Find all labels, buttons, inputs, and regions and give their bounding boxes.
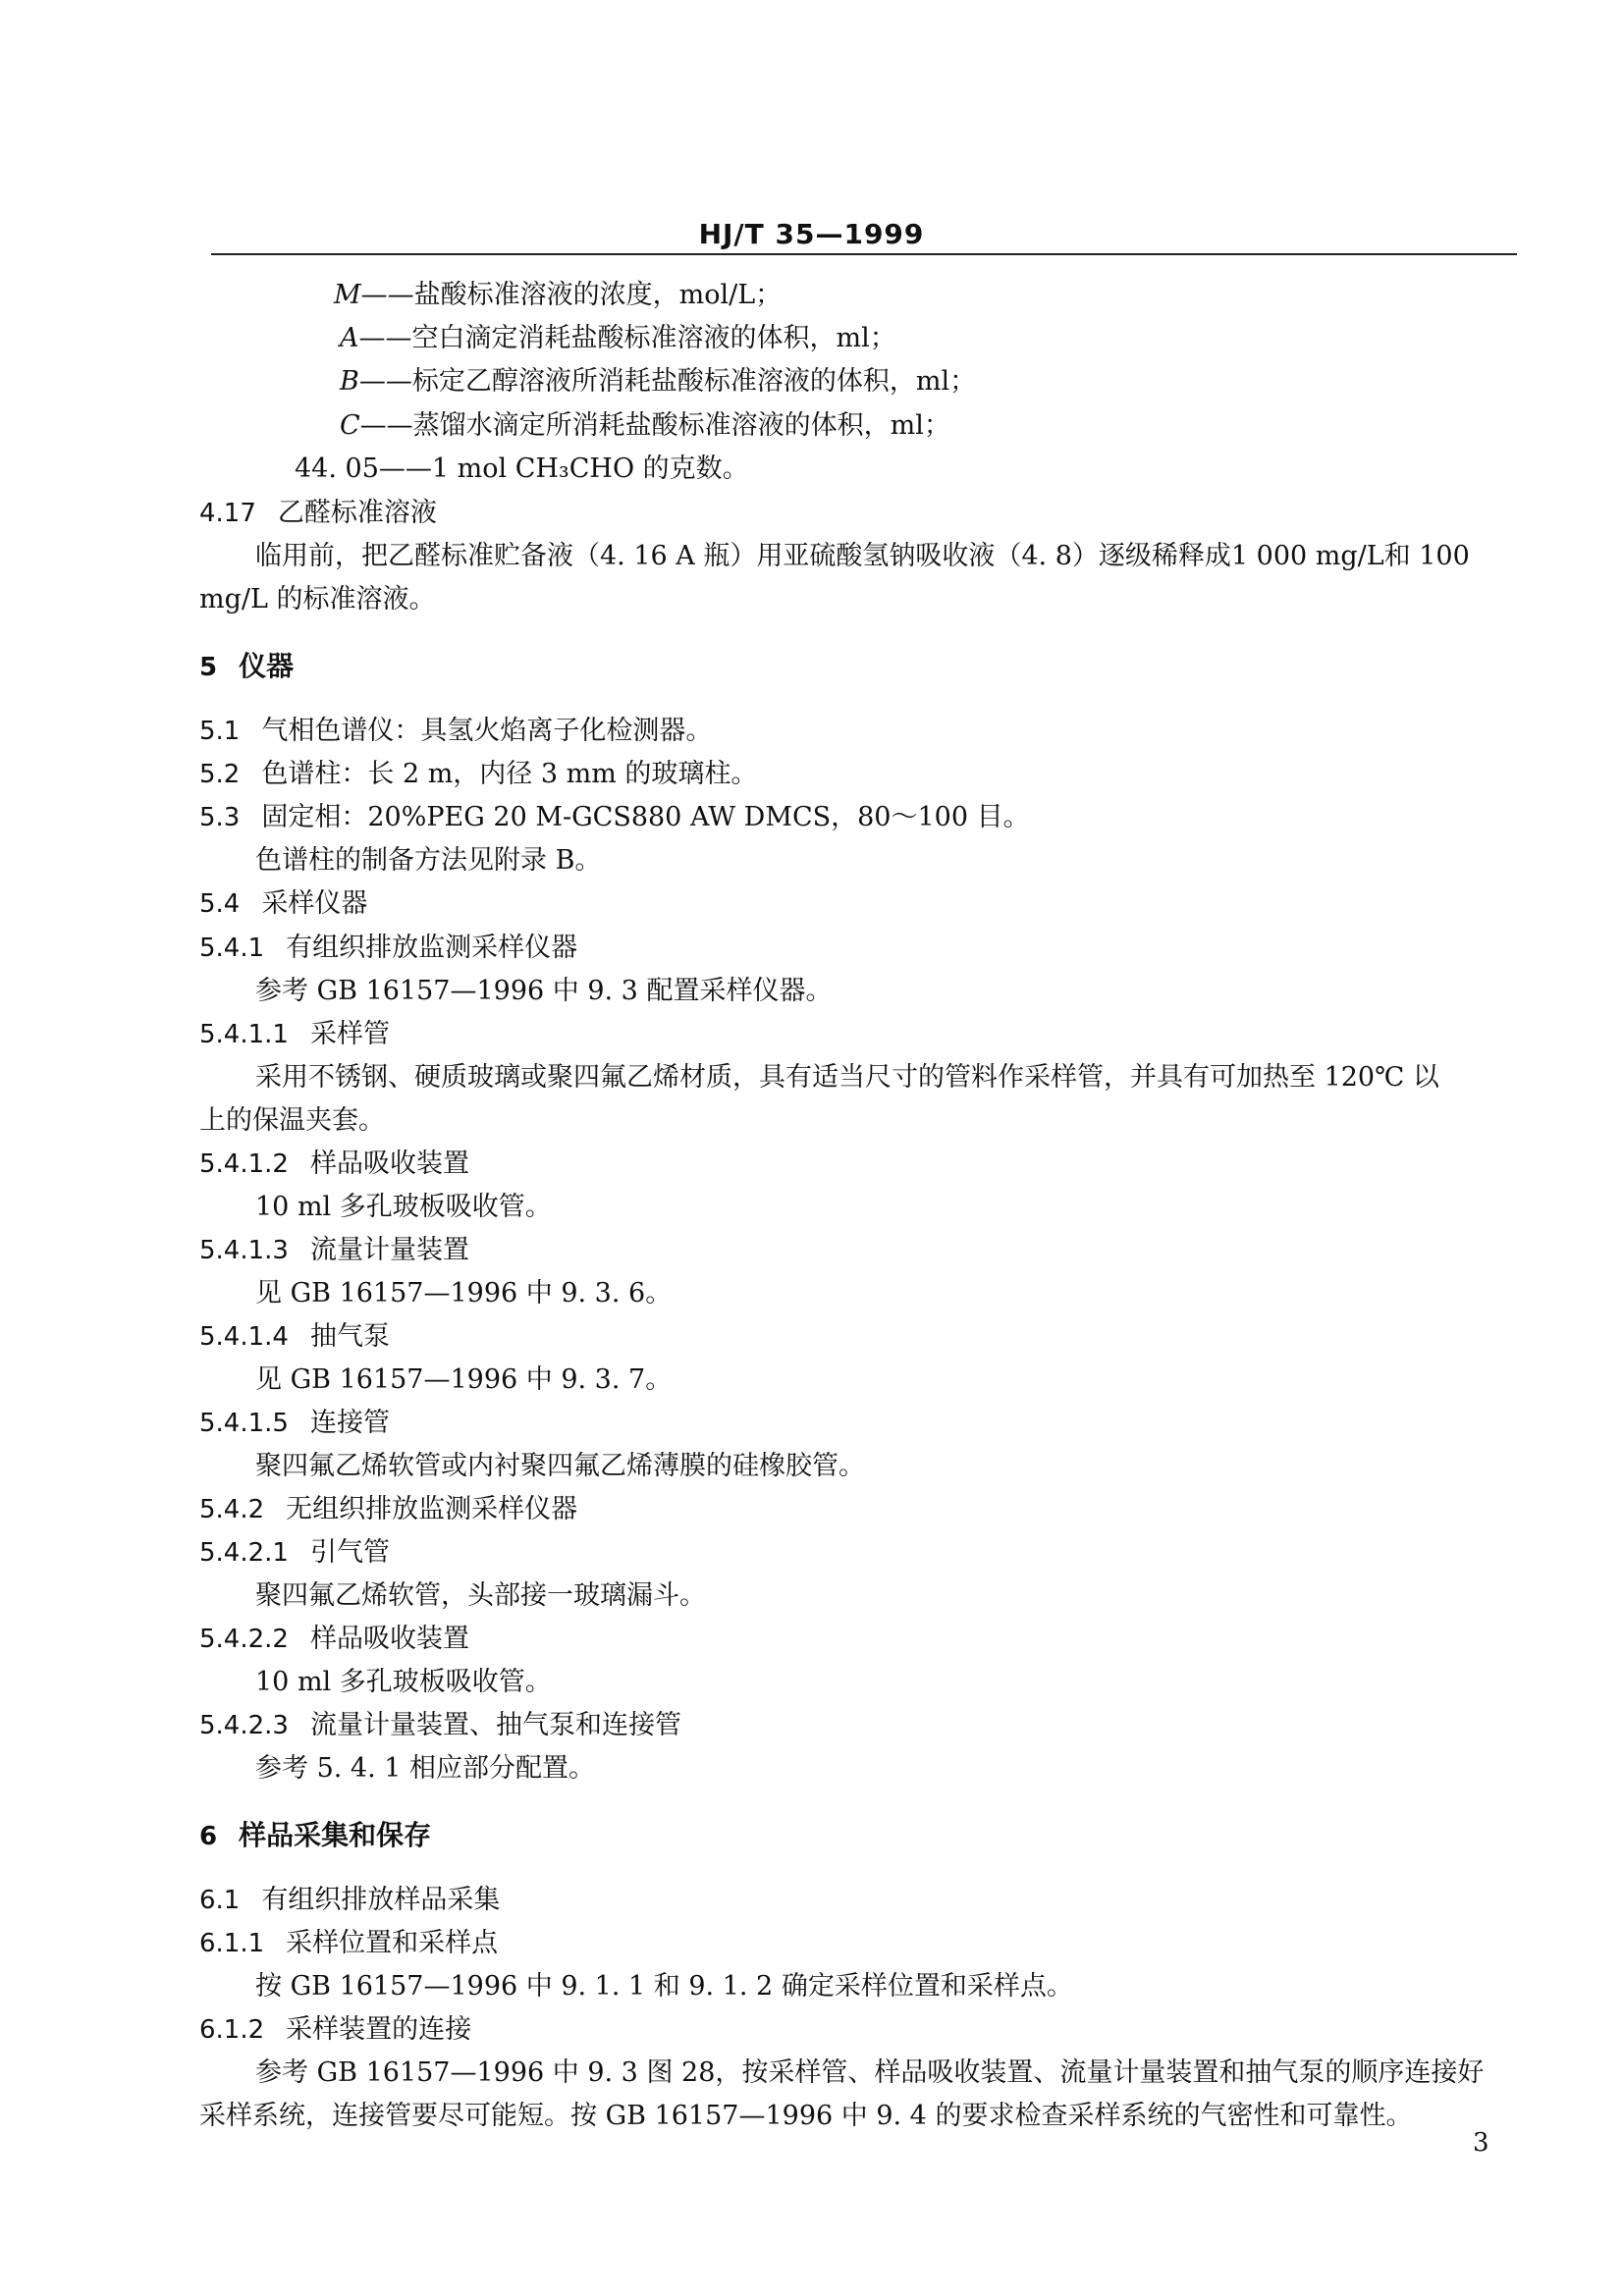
section-5-4-heading [199,887,367,921]
section-title: 乙醛标准溶液 [277,498,437,528]
section-6-1-1-heading [199,1927,498,1960]
definition-text: 蒸馏水滴定所消耗盐酸标准溶液的体积，ml； [412,410,950,441]
section-6-heading [199,1819,431,1853]
section-6-1-heading [199,1884,500,1917]
definition-c [340,409,950,443]
section-5-4-2-3-body: 参考 5. 4. 1 相应部分配置。 [255,1753,596,1784]
section-5-4-2-1-heading [199,1536,390,1570]
section-6-1-2-heading [199,2013,471,2047]
section-5-4-1-4-heading [199,1320,390,1354]
section-number: 6.1.1 [199,1929,265,1958]
section-text: 固定相：20%PEG 20 M-GCS880 AW DMCS，80～100 目。 [261,802,1030,832]
definition-text: 1 mol CH₃CHO 的克数。 [431,454,749,484]
section-title: 抽气泵 [309,1321,390,1352]
section-5-4-1-3-body: 见 GB 16157—1996 中 9. 3. 6。 [255,1278,673,1308]
section-number: 5.2 [199,760,241,789]
section-4-17-body-line-1: 临用前，把乙醛标准贮备液（4. 16 A 瓶）用亚硫酸氢钠吸收液（4. 8）逐级稀释成1 000 mg/L和 100 [255,541,1470,571]
section-number: 5.1 [199,717,241,746]
section-title: 流量计量装置、抽气泵和连接管 [309,1710,681,1740]
section-number: 4.17 [199,499,256,528]
section-5-4-1-heading [199,932,577,965]
section-title: 采样装置的连接 [286,2014,472,2045]
section-5-1 [199,715,712,748]
section-5-4-1-2-heading [199,1148,469,1181]
section-5-4-1-5-heading [199,1407,390,1440]
section-title: 采样位置和采样点 [286,1928,499,1958]
definition-term: A [340,323,359,353]
section-title: 样品采集和保存 [239,1819,432,1851]
section-title: 采样管 [309,1019,390,1049]
definition-dash: —— [360,280,414,310]
definition-b [340,365,976,399]
definition-a [340,322,896,355]
section-5-4-1-1-body-line-2: 上的保温夹套。 [199,1105,385,1136]
section-number: 6.1 [199,1886,241,1915]
section-6-1-2-body-line-1: 参考 GB 16157—1996 中 9. 3 图 28，按采样管、样品吸收装置、流量计量装置和抽气泵的顺序连接好 [255,2057,1485,2088]
section-number: 5.4.1.2 [199,1149,289,1179]
section-5-4-2-3-heading [199,1709,681,1742]
section-number: 5.4.1 [199,934,265,963]
section-text: 气相色谱仪：具氢火焰离子化检测器。 [261,716,713,746]
section-5-4-1-5-body: 聚四氟乙烯软管或内衬聚四氟乙烯薄膜的硅橡胶管。 [255,1451,865,1481]
section-6-1-1-body: 按 GB 16157—1996 中 9. 1. 1 和 9. 1. 2 确定采样位置和采样点。 [255,1971,1073,2002]
section-5-3 [199,801,1030,834]
section-4-17-body-line-2: mg/L 的标准溶液。 [199,584,436,614]
section-number: 5.3 [199,803,241,832]
section-4-17-heading [199,497,437,530]
section-number: 5.4.2.3 [199,1711,289,1740]
page-number: 3 [1473,2128,1489,2158]
definition-dash: —— [359,410,413,441]
section-title: 连接管 [309,1408,390,1438]
section-5-4-1-1-body-line-1: 采用不锈钢、硬质玻璃或聚四氟乙烯材质，具有适当尺寸的管料作采样管，并具有可加热至 120℃ 以 [255,1062,1439,1093]
section-title: 引气管 [309,1537,390,1568]
section-6-1-2-body-line-2: 采样系统，连接管要尽可能短。按 GB 16157—1996 中 9. 4 的要求检查采样系统的气密性和可靠性。 [199,2101,1413,2131]
section-number: 5.4.2.1 [199,1538,289,1568]
section-text: 色谱柱：长 2 m，内径 3 mm 的玻璃柱。 [261,759,758,789]
section-number: 5.4.2 [199,1495,265,1524]
section-title: 仪器 [239,650,295,682]
definition-term: 44. 05 [295,454,379,484]
section-number: 5.4 [199,889,241,919]
section-number: 5.4.1.3 [199,1236,289,1265]
section-number: 5 [199,653,218,682]
header-rule [211,253,1517,255]
section-5-4-1-1-heading [199,1018,390,1051]
standard-number: HJ/T 35—1999 [698,218,925,250]
section-number: 5.4.1.5 [199,1409,289,1438]
section-number: 5.4.2.2 [199,1625,289,1654]
section-5-4-1-4-body: 见 GB 16157—1996 中 9. 3. 7。 [255,1364,673,1395]
definition-term: M [334,280,361,310]
definition-dash: —— [358,323,412,353]
section-5-2 [199,758,757,791]
section-5-heading [199,650,294,684]
definition-term: C [340,410,360,441]
definition-m [334,279,782,312]
definition-molar-mass [295,453,749,486]
section-title: 有组织排放监测采样仪器 [286,933,578,963]
section-5-4-1-body: 参考 GB 16157—1996 中 9. 3 配置采样仪器。 [255,976,833,1006]
section-5-4-1-3-heading [199,1234,469,1267]
section-5-4-2-2-heading [199,1623,469,1656]
section-title: 有组织排放样品采集 [261,1885,501,1915]
section-5-4-1-2-body: 10 ml 多孔玻板吸收管。 [255,1192,552,1222]
section-5-3-note: 色谱柱的制备方法见附录 B。 [255,845,602,876]
section-title: 无组织排放监测采样仪器 [286,1494,578,1524]
section-5-4-2-2-body: 10 ml 多孔玻板吸收管。 [255,1667,552,1697]
section-title: 样品吸收装置 [309,1148,469,1179]
section-title: 样品吸收装置 [309,1624,469,1654]
definition-text: 标定乙醇溶液所消耗盐酸标准溶液的体积，ml； [411,366,977,397]
definition-text: 空白滴定消耗盐酸标准溶液的体积，ml； [411,323,896,353]
definition-dash: —— [358,366,412,397]
section-title: 采样仪器 [261,888,368,919]
definition-text: 盐酸标准溶液的浓度，mol/L； [413,280,783,310]
section-number: 5.4.1.1 [199,1020,289,1049]
section-number: 6.1.2 [199,2015,265,2045]
section-title: 流量计量装置 [309,1235,469,1265]
section-number: 5.4.1.4 [199,1322,289,1352]
section-number: 6 [199,1822,218,1851]
definition-term: B [340,366,359,397]
section-5-4-2-1-body: 聚四氟乙烯软管，头部接一玻璃漏斗。 [255,1580,706,1611]
section-5-4-2-heading [199,1493,577,1526]
definition-dash: —— [378,454,432,484]
